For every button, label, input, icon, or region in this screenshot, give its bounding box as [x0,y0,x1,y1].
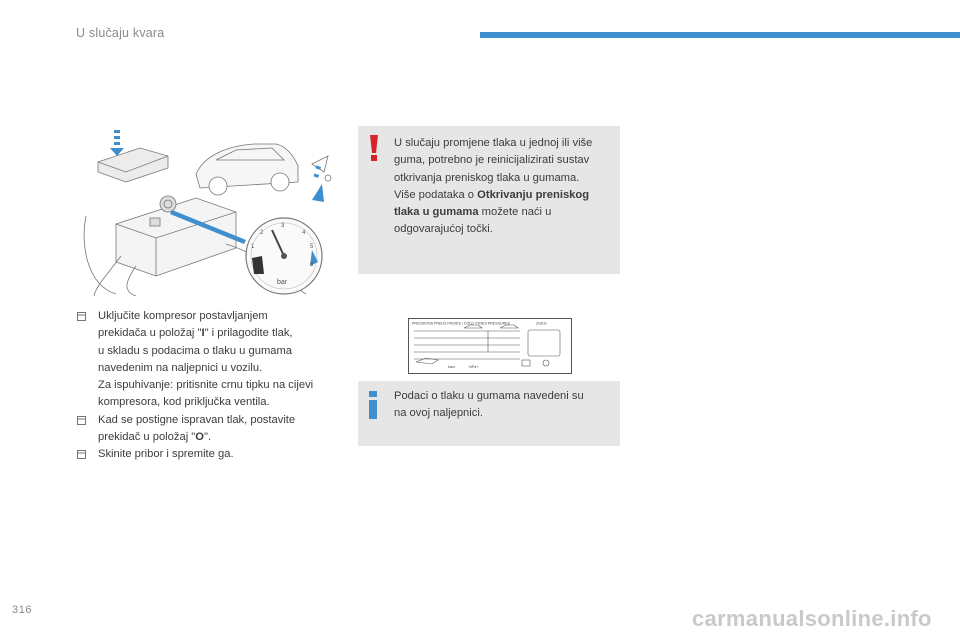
step-item [76,308,346,412]
switch-position: O [195,431,204,444]
checkbox-bullet-icon [77,416,86,425]
step-line: Kad se postigne ispravan tlak, postavite [98,413,296,426]
compressor-illustration [76,126,340,296]
label-unit-bar: bars [448,365,455,369]
gauge-tick: 6 [310,262,314,268]
warning-line [394,204,616,221]
switch-position: I [201,327,205,340]
info-line: Podaci o tlaku u gumama navedeni su [394,390,584,402]
exclamation-icon [366,135,382,161]
warning-line: U slučaju promjene tlaka u jednoj ili više [394,137,593,149]
warning-line: otkrivanja preniskog tlaka u gumama. [394,171,580,184]
step-line [98,325,346,342]
label-unit-kpa: +kPa+ [468,365,479,369]
checkbox-bullet-icon [77,450,86,459]
step-line: Za ispuhivanje: pritisnite crnu tipku na cijevi [98,379,314,392]
gauge-tick: 5 [310,244,314,250]
gauge-tick: 3 [281,223,285,229]
section-title: U slučaju kvara [76,26,165,40]
checkbox-bullet-icon [77,312,86,321]
warning-line: odgovarajućoj točki. [394,223,493,236]
warning-line: guma, potrebno je reinicijalizirati sustav [394,154,590,167]
step-line [98,429,346,446]
warning-link-term: Otkrivanju preniskog [477,188,590,201]
warning-link-term: tlaka u gumama [394,206,479,219]
page-number: 316 [12,604,33,616]
instruction-steps [76,308,346,464]
step-text: prekidača u položaj " [98,327,202,340]
step-line: u skladu s podacima o tlaku u gumama [98,344,293,357]
gauge-unit-label: bar [277,279,288,286]
label-corner-code: ZGEG [536,321,547,326]
step-line: Skinite pribor i spremite ga. [98,448,234,461]
step-line: navedenim na naljepnici u vozilu. [98,361,263,374]
warning-note [358,126,620,274]
step-line: Uključite kompresor postavljanjem [98,310,268,322]
gauge-tick: 4 [302,230,306,236]
step-text: prekidač u položaj " [98,431,196,444]
info-line: na ovoj naljepnici. [394,407,483,420]
watermark: carmanualsonline.info [692,606,932,631]
gauge-tick: 2 [260,230,264,236]
info-note [358,381,620,446]
info-icon [367,391,379,419]
warning-text: Više podataka o [394,188,478,201]
step-text: " i prilagodite tlak, [204,327,293,340]
warning-text: možete naći u [478,206,552,219]
gauge-tick: 1 [251,244,255,250]
step-item [76,412,346,447]
tyre-pressure-label [408,318,572,374]
label-header: PRESSIONS PNEUS FROIDS / COLD TYRES PRESSURES [412,321,510,326]
header-accent-bar [480,32,960,38]
step-text: ". [203,431,212,444]
step-line: kompresora, kod priključka ventila. [98,396,270,409]
warning-line [394,187,616,204]
step-item [76,446,346,463]
